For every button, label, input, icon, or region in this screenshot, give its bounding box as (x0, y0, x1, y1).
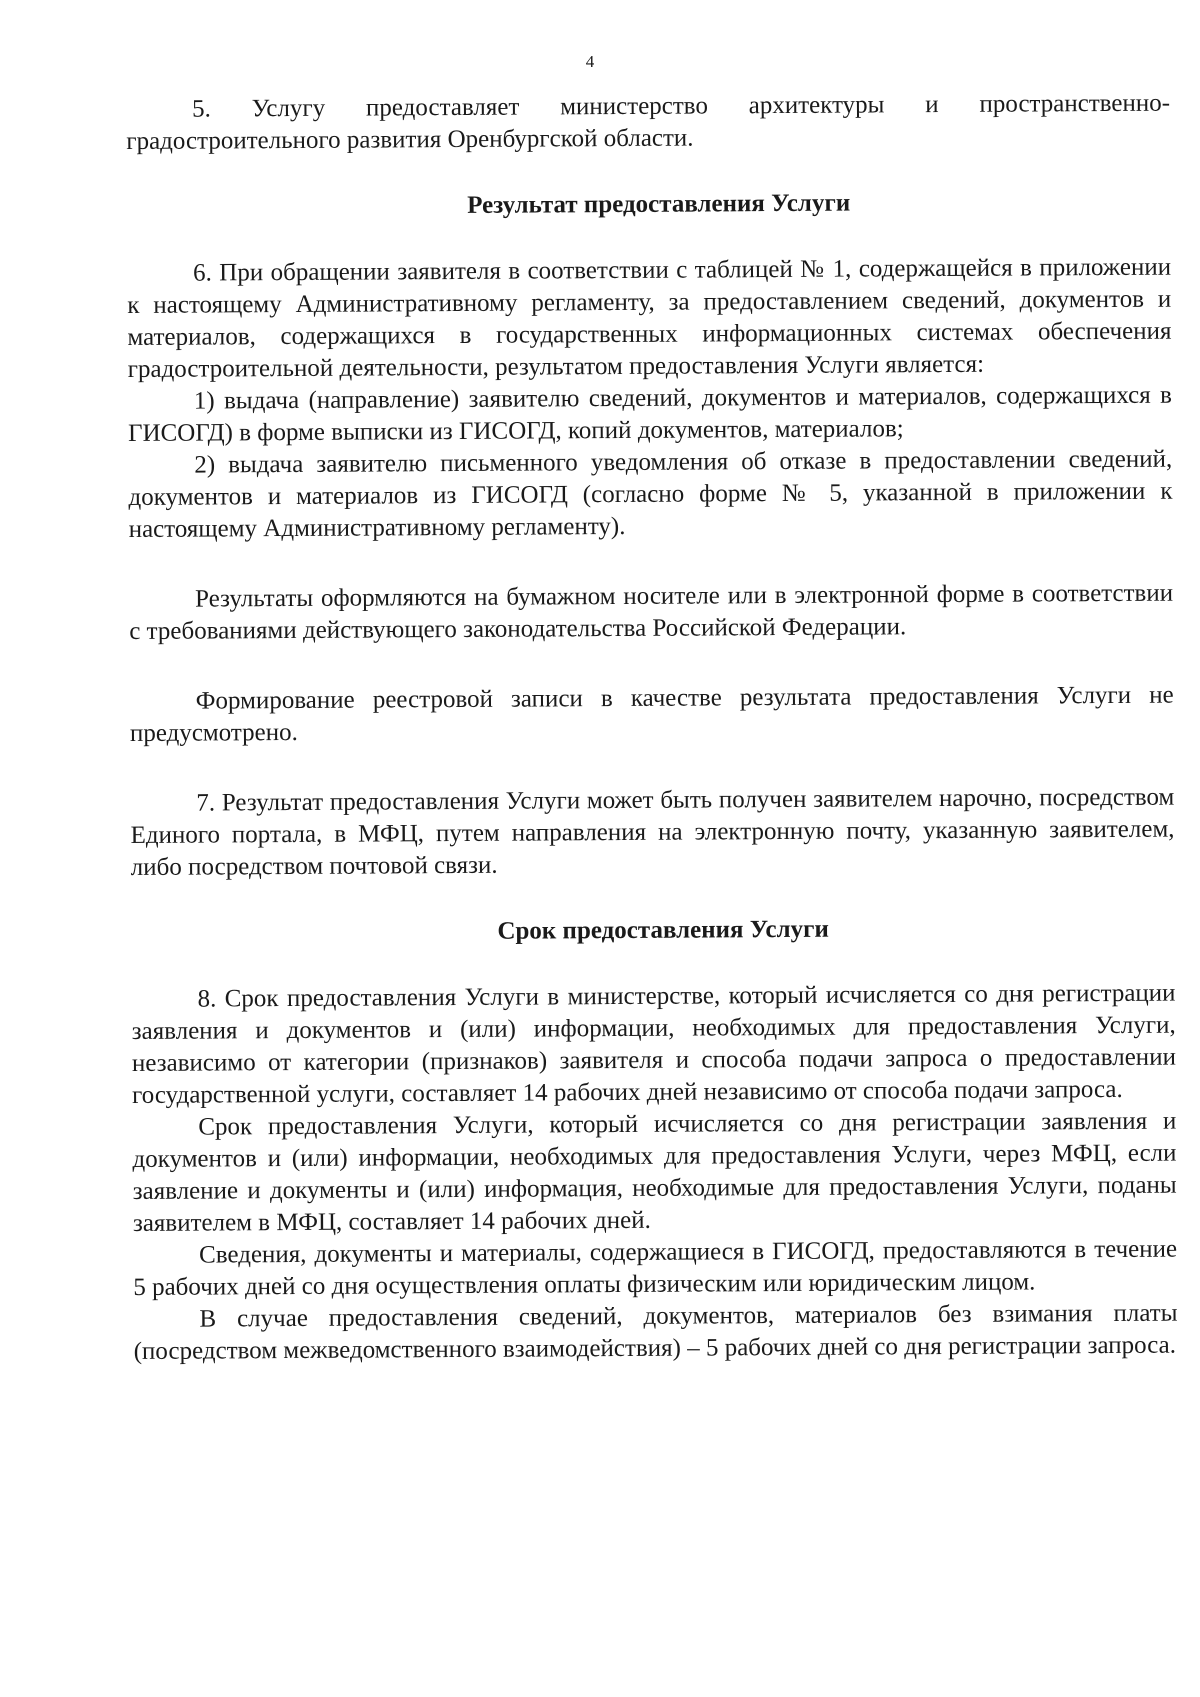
paragraph-5: 5. Услугу предоставляет министерство архитектуры и пространственно-градостроительного развития Оренбургской области. (126, 89, 1171, 155)
paragraph-7: 7. Результат предоставления Услуги может быть получен заявителем нарочно, посредством Единого портала, в МФЦ, путем направления на электронную почту, указанную заявителем, либо посредством почтовой связи. (130, 783, 1175, 881)
paragraph-8-free: В случае предоставления сведений, документов, материалов без взимания платы (посредством межведомственного взаимодействия) – 5 рабочих дней со дня регистрации запроса. (133, 1299, 1178, 1365)
paragraph-6-item-1: 1) выдача (направление) заявителю сведений, документов и материалов, содержащихся в ГИСОГД) в форме выписки из ГИСОГД, копий документов, материалов; (127, 381, 1172, 447)
paragraph-registry-record: Формирование реестровой записи в качестве результата предоставления Услуги не предусмотрено. (129, 681, 1174, 747)
heading-service-result: Результат предоставления Услуги (467, 189, 851, 219)
paragraph-6: 6. При обращении заявителя в соответствии с таблицей № 1, содержащейся в приложении к настоящему Административному регламенту, за предоставлением сведений, документов и материалов, содержащихся в государственных информационных системах обеспечения градостроительной деятельности, результатом предоставления Услуги является: (127, 253, 1172, 383)
paragraph-6-item-2: 2) выдача заявителю письменного уведомления об отказе в предоставлении сведений, документов и материалов из ГИСОГД (согласно форме № 5, указанной в приложении к настоящему Административному регламенту). (128, 445, 1173, 543)
paragraph-8-info: Сведения, документы и материалы, содержащиеся в ГИСОГД, предоставляются в течение 5 рабочих дней со дня осуществления оплаты физическим или юридическим лицом. (133, 1235, 1178, 1301)
paragraph-results-form: Результаты оформляются на бумажном носителе или в электронной форме в соответствии с требованиями действующего законодательства Российской Федерации. (129, 579, 1174, 645)
page-number: 4 (585, 52, 595, 71)
paragraph-8-mfc: Срок предоставления Услуги, который исчисляется со дня регистрации заявления и документов и (или) информации, необходимых для предоставления Услуги, через МФЦ, если заявление и документы и (или) информация, необходимые для предоставления Услуги, поданы заявителем в МФЦ, составляет 14 рабочих дней. (132, 1107, 1177, 1237)
paragraph-8: 8. Срок предоставления Услуги в министерстве, который исчисляется со дня регистрации заявления и документов и (или) информации, необходимых для предоставления Услуги, независимо от категории (признаков) заявителя и способа подачи запроса о предоставлении государственной услуги, составляет 14 рабочих дней независимо от способа подачи запроса. (131, 979, 1176, 1109)
document-body (126, 88, 1178, 1368)
heading-service-term: Срок предоставления Услуги (497, 915, 829, 945)
